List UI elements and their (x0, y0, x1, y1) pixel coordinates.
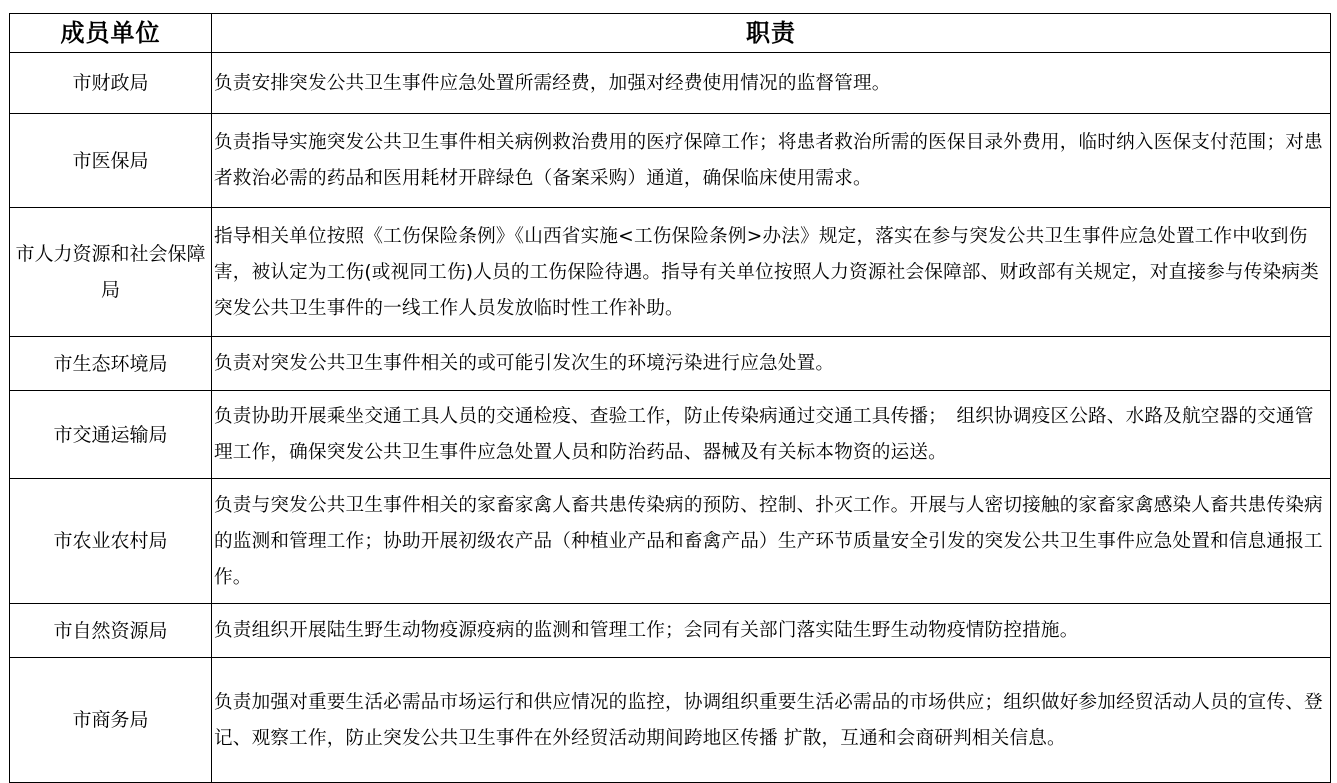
table-row (10, 391, 1331, 479)
table-row (10, 208, 1331, 337)
header-row (10, 14, 1331, 53)
unit-cell: 市农业农村局 (10, 479, 212, 604)
duty-cell: 负责对突发公共卫生事件相关的或可能引发次生的环境污染进行应急处置。 (212, 337, 1331, 391)
duty-cell: 负责安排突发公共卫生事件应急处置所需经费，加强对经费使用情况的监督管理。 (212, 53, 1331, 114)
table-row (10, 114, 1331, 208)
unit-cell: 市医保局 (10, 114, 212, 208)
unit-cell: 市商务局 (10, 658, 212, 783)
unit-cell: 市人力资源和社会保障局 (10, 208, 212, 337)
unit-cell: 市财政局 (10, 53, 212, 114)
table-row (10, 604, 1331, 658)
table-row (10, 658, 1331, 783)
duty-cell: 指导相关单位按照《工伤保险条例》《山西省实施<工伤保险条例>办法》规定，落实在参与突发公共卫生事件应急处置工作中收到伤害，被认定为工伤(或视同工伤)人员的工伤保险待遇。指导有关单位按照人力资源社会保障部、财政部有关规定，对直接参与传染病类突发公共卫生事件的一线工作人员发放临时性工作补助。 (212, 208, 1331, 337)
duties-table (9, 13, 1331, 783)
duty-cell: 负责协助开展乘坐交通工具人员的交通检疫、查验工作，防止传染病通过交通工具传播； 组织协调疫区公路、水路及航空器的交通管理工作，确保突发公共卫生事件应急处置人员和防治药品、器械及有关标本物资的运送。 (212, 391, 1331, 479)
unit-cell: 市交通运输局 (10, 391, 212, 479)
column-header-unit: 成员单位 (10, 14, 212, 53)
column-header-duty: 职责 (212, 14, 1331, 53)
duty-cell: 负责与突发公共卫生事件相关的家畜家禽人畜共患传染病的预防、控制、扑灭工作。开展与人密切接触的家畜家禽感染人畜共患传染病的监测和管理工作；协助开展初级农产品（种植业产品和畜禽产品）生产环节质量安全引发的突发公共卫生事件应急处置和信息通报工作。 (212, 479, 1331, 604)
table-row (10, 53, 1331, 114)
unit-cell: 市自然资源局 (10, 604, 212, 658)
duty-cell: 负责组织开展陆生野生动物疫源疫病的监测和管理工作；会同有关部门落实陆生野生动物疫情防控措施。 (212, 604, 1331, 658)
duty-cell: 负责指导实施突发公共卫生事件相关病例救治费用的医疗保障工作；将患者救治所需的医保目录外费用，临时纳入医保支付范围；对患者救治必需的药品和医用耗材开辟绿色（备案采购）通道，确保临床使用需求。 (212, 114, 1331, 208)
table-row (10, 337, 1331, 391)
unit-cell: 市生态环境局 (10, 337, 212, 391)
duty-cell: 负责加强对重要生活必需品市场运行和供应情况的监控，协调组织重要生活必需品的市场供应；组织做好参加经贸活动人员的宣传、登记、观察工作，防止突发公共卫生事件在外经贸活动期间跨地区传播 扩散，互通和会商研判相关信息。 (212, 658, 1331, 783)
table-row (10, 479, 1331, 604)
